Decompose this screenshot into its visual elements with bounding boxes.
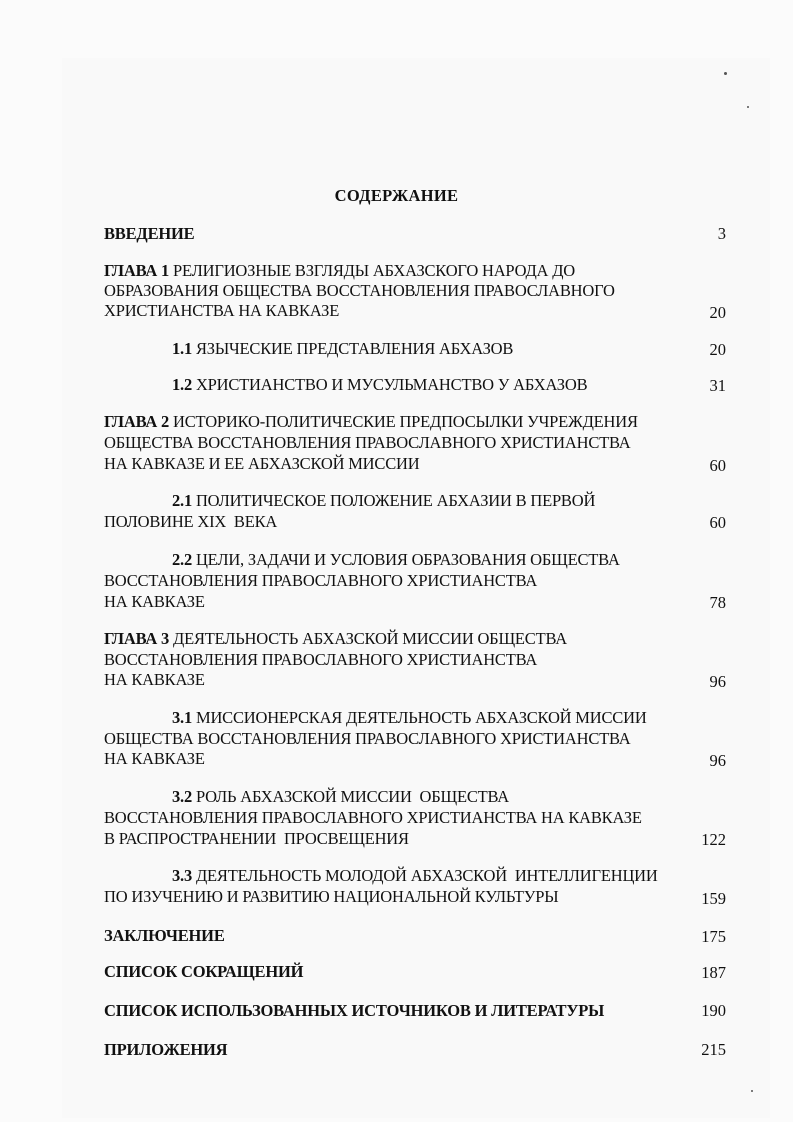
section-number: 3.2: [172, 787, 193, 806]
toc-page-number: 96: [709, 751, 726, 770]
toc-entry-line: ГЛАВА 1 РЕЛИГИОЗНЫЕ ВЗГЛЯДЫ АБХАЗСКОГО НАРОДА ДО: [104, 261, 575, 280]
toc-page-number: 20: [709, 340, 726, 359]
toc-page-number: 122: [701, 830, 726, 849]
toc-title: СОДЕРЖАНИЕ: [334, 186, 459, 205]
toc-page-number: 31: [709, 376, 726, 395]
toc-entry-line: 3.1 МИССИОНЕРСКАЯ ДЕЯТЕЛЬНОСТЬ АБХАЗСКОЙ МИССИИ: [172, 708, 647, 727]
toc-entry-label: ЗАКЛЮЧЕНИЕ: [104, 926, 225, 945]
toc-entry-line: 2.1 ПОЛИТИЧЕСКОЕ ПОЛОЖЕНИЕ АБХАЗИИ В ПЕРВОЙ: [172, 491, 596, 510]
toc-page-number: 187: [701, 963, 726, 982]
chapter-number: ГЛАВА 2: [104, 412, 170, 431]
toc-page-number: 60: [709, 456, 726, 475]
toc-entry-line: 3.2 РОЛЬ АБХАЗСКОЙ МИССИИ ОБЩЕСТВА: [172, 787, 510, 806]
toc-page-number: 60: [709, 513, 726, 532]
toc-entry-label: ПРИЛОЖЕНИЯ: [104, 1040, 228, 1059]
section-number: 3.3: [172, 866, 193, 885]
toc-page-number: 159: [701, 889, 726, 908]
toc-page-number: 78: [709, 593, 726, 612]
toc-entry-line: ВОССТАНОВЛЕНИЯ ПРАВОСЛАВНОГО ХРИСТИАНСТВА: [104, 650, 538, 669]
toc-entry-line: НА КАВКАЗЕ: [104, 592, 205, 611]
section-number: 3.1: [172, 708, 193, 727]
scan-speck: [751, 1090, 753, 1092]
toc-entry-line: ПО ИЗУЧЕНИЮ И РАЗВИТИЮ НАЦИОНАЛЬНОЙ КУЛЬТУРЫ: [104, 887, 559, 906]
toc-page-number: 20: [709, 303, 726, 322]
toc-entry-line: НА КАВКАЗЕ: [104, 749, 205, 768]
toc-entry-line: НА КАВКАЗЕ: [104, 670, 205, 689]
toc-entry-label: СПИСОК ИСПОЛЬЗОВАННЫХ ИСТОЧНИКОВ И ЛИТЕРАТУРЫ: [104, 1001, 605, 1020]
chapter-number: ГЛАВА 3: [104, 629, 170, 648]
toc-entry-line: 1.1 ЯЗЫЧЕСКИЕ ПРЕДСТАВЛЕНИЯ АБХАЗОВ: [172, 339, 514, 358]
chapter-number: ГЛАВА 1: [104, 261, 170, 280]
toc-entry-line: НА КАВКАЗЕ И ЕЕ АБХАЗСКОЙ МИССИИ: [104, 454, 420, 473]
toc-entry-line: ХРИСТИАНСТВА НА КАВКАЗЕ: [104, 301, 340, 320]
section-number: 2.2: [172, 550, 193, 569]
toc-entry-line: 3.3 ДЕЯТЕЛЬНОСТЬ МОЛОДОЙ АБХАЗСКОЙ ИНТЕЛЛИГЕНЦИИ: [172, 866, 658, 885]
section-number: 1.1: [172, 339, 193, 358]
toc-page-number: 3: [717, 224, 726, 243]
toc-entry-label: СПИСОК СОКРАЩЕНИЙ: [104, 962, 304, 981]
toc-entry-line: ОБРАЗОВАНИЯ ОБЩЕСТВА ВОССТАНОВЛЕНИЯ ПРАВОСЛАВНОГО: [104, 281, 615, 300]
toc-entry-line: 1.2 ХРИСТИАНСТВО И МУСУЛЬМАНСТВО У АБХАЗОВ: [172, 375, 588, 394]
toc-page-number: 190: [701, 1001, 726, 1020]
toc-entry-line: ГЛАВА 2 ИСТОРИКО-ПОЛИТИЧЕСКИЕ ПРЕДПОСЫЛКИ УЧРЕЖДЕНИЯ: [104, 412, 638, 431]
toc-entry-label: ВВЕДЕНИЕ: [104, 224, 195, 243]
toc-entry-line: ОБЩЕСТВА ВОССТАНОВЛЕНИЯ ПРАВОСЛАВНОГО ХРИСТИАНСТВА: [104, 433, 631, 452]
toc-page-number: 96: [709, 672, 726, 691]
toc-entry-line: ВОССТАНОВЛЕНИЯ ПРАВОСЛАВНОГО ХРИСТИАНСТВА: [104, 571, 538, 590]
toc-entry-line: ГЛАВА 3 ДЕЯТЕЛЬНОСТЬ АБХАЗСКОЙ МИССИИ ОБЩЕСТВА: [104, 629, 567, 648]
toc-entry-line: В РАСПРОСТРАНЕНИИ ПРОСВЕЩЕНИЯ: [104, 829, 409, 848]
toc-page-number: 175: [701, 927, 726, 946]
toc-entry-line: ПОЛОВИНЕ XIX ВЕКА: [104, 512, 278, 531]
section-number: 2.1: [172, 491, 193, 510]
toc-entry-line: 2.2 ЦЕЛИ, ЗАДАЧИ И УСЛОВИЯ ОБРАЗОВАНИЯ ОБЩЕСТВА: [172, 550, 620, 569]
section-number: 1.2: [172, 375, 193, 394]
toc-entry-line: ВОССТАНОВЛЕНИЯ ПРАВОСЛАВНОГО ХРИСТИАНСТВА НА КАВКАЗЕ: [104, 808, 642, 827]
scan-speck: [747, 106, 749, 108]
scan-speck: [724, 72, 727, 75]
toc-entry-line: ОБЩЕСТВА ВОССТАНОВЛЕНИЯ ПРАВОСЛАВНОГО ХРИСТИАНСТВА: [104, 729, 631, 748]
toc-page-number: 215: [701, 1040, 726, 1059]
